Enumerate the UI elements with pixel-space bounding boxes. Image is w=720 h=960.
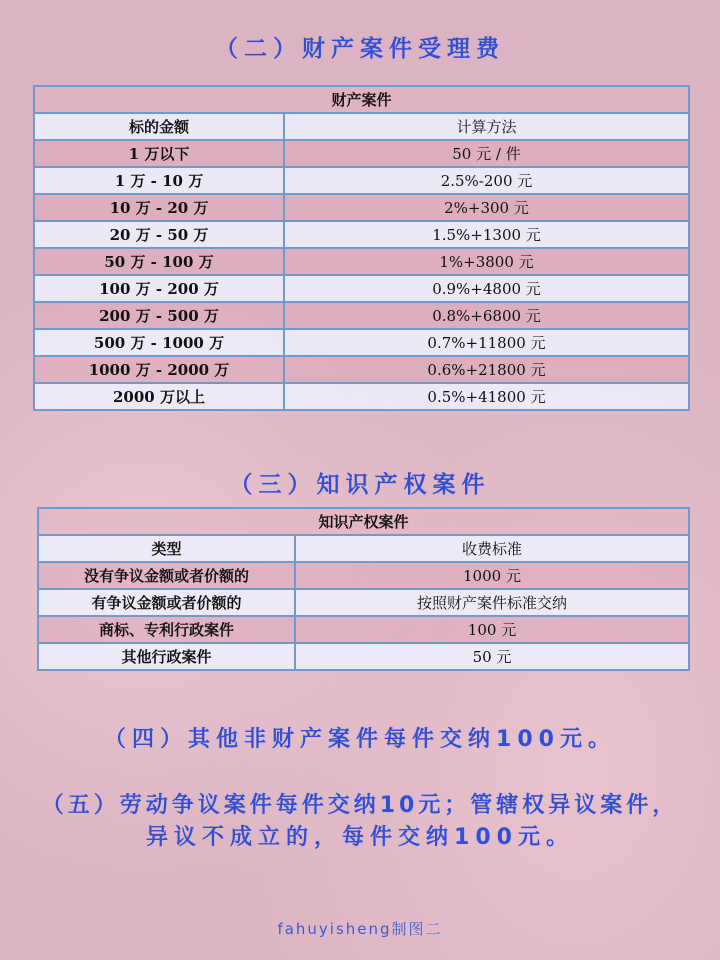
column-header: 计算方法: [284, 113, 689, 140]
row-value: 1000 元: [295, 562, 689, 589]
table-row: [34, 194, 689, 221]
row-label: 1 万 - 10 万: [34, 167, 284, 194]
table-row: [38, 616, 689, 643]
section-title-ip: （三）知识产权案件: [229, 472, 491, 498]
row-value: 50 元 / 件: [284, 140, 689, 167]
row-label: 20 万 - 50 万: [34, 221, 284, 248]
column-header: 收费标准: [295, 535, 689, 562]
section-labor-line1: （五）劳动争议案件每件交纳10元；管辖权异议案件，: [41, 793, 679, 818]
row-value: 0.5%+41800 元: [284, 383, 689, 410]
row-label: 没有争议金额或者价额的: [38, 562, 295, 589]
table-row: [34, 248, 689, 275]
table-row: [34, 140, 689, 167]
property-fee-table: [33, 85, 690, 411]
column-header: 类型: [38, 535, 295, 562]
table-row: [34, 221, 689, 248]
table-row: [34, 275, 689, 302]
row-label: 1000 万 - 2000 万: [34, 356, 284, 383]
row-value: 0.6%+21800 元: [284, 356, 689, 383]
row-label: 有争议金额或者价额的: [38, 589, 295, 616]
table-row: [34, 167, 689, 194]
row-label: 100 万 - 200 万: [34, 275, 284, 302]
table-row: [38, 589, 689, 616]
table-row: [34, 356, 689, 383]
row-value: 0.7%+11800 元: [284, 329, 689, 356]
table-row: [38, 643, 689, 670]
section-labor-line2: 异议不成立的，每件交纳100元。: [146, 825, 574, 850]
row-label: 200 万 - 500 万: [34, 302, 284, 329]
row-value: 按照财产案件标准交纳: [295, 589, 689, 616]
row-label: 1 万以下: [34, 140, 284, 167]
table-row: [34, 302, 689, 329]
row-label: 其他行政案件: [38, 643, 295, 670]
table-row: [34, 329, 689, 356]
row-label: 500 万 - 1000 万: [34, 329, 284, 356]
section-title-property: （二）财产案件受理费: [215, 36, 505, 62]
row-label: 10 万 - 20 万: [34, 194, 284, 221]
table-row: [38, 562, 689, 589]
row-value: 1.5%+1300 元: [284, 221, 689, 248]
row-label: 50 万 - 100 万: [34, 248, 284, 275]
ip-fee-table: [37, 507, 690, 671]
row-value: 100 元: [295, 616, 689, 643]
footer-credit: fahuyisheng制图二: [277, 920, 443, 938]
section-other-nonproperty: （四）其他非财产案件每件交纳100元。: [104, 727, 616, 752]
row-value: 50 元: [295, 643, 689, 670]
row-value: 0.8%+6800 元: [284, 302, 689, 329]
row-value: 2.5%-200 元: [284, 167, 689, 194]
row-value: 0.9%+4800 元: [284, 275, 689, 302]
column-header: 标的金额: [34, 113, 284, 140]
row-value: 1%+3800 元: [284, 248, 689, 275]
row-label: 商标、专利行政案件: [38, 616, 295, 643]
table-row: [34, 383, 689, 410]
table-title: 财产案件: [34, 86, 689, 113]
table-title: 知识产权案件: [38, 508, 689, 535]
row-value: 2%+300 元: [284, 194, 689, 221]
row-label: 2000 万以上: [34, 383, 284, 410]
